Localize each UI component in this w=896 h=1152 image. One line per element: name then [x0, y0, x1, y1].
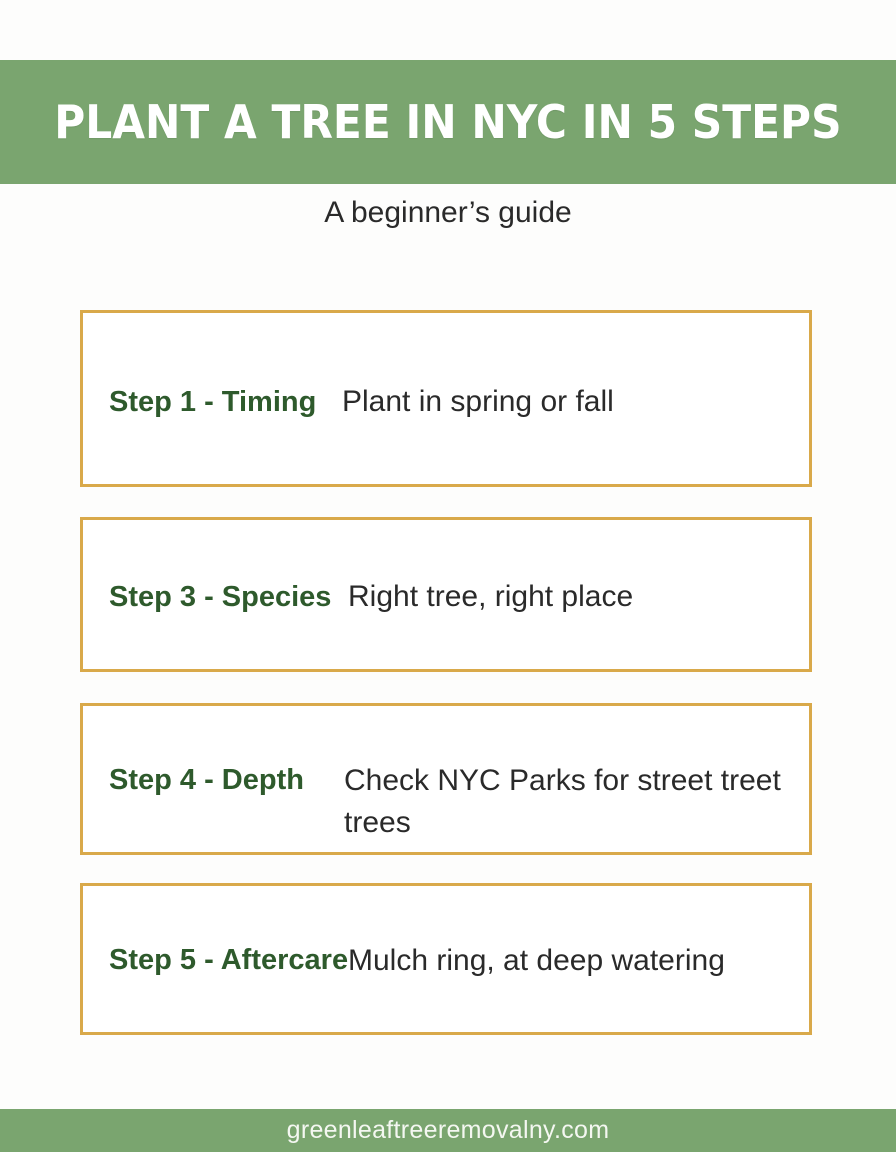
footer-website-link[interactable]: greenleaftreeremovalny.com	[286, 1116, 610, 1144]
subtitle: A beginner’s guide	[324, 196, 572, 229]
footer-banner	[0, 1109, 896, 1152]
step-card-depth	[80, 703, 812, 855]
step-label: Step 4 - Depth	[109, 764, 304, 796]
step-label: Step 3 - Species	[109, 581, 332, 613]
step-label: Step 1 - Timing	[109, 386, 317, 418]
step-card-timing	[80, 310, 812, 487]
title-banner	[0, 60, 896, 184]
page-title: PLANT A TREE IN NYC IN 5 STEPS	[54, 95, 842, 149]
step-card-aftercare	[80, 883, 812, 1035]
step-description: Check NYC Parks for street treet trees	[344, 764, 781, 839]
step-description: Plant in spring or fall	[342, 385, 614, 418]
step-description: Mulch ring, at deep watering	[348, 944, 725, 977]
step-description: Right tree, right place	[348, 580, 634, 613]
step-label: Step 5 - Aftercare	[109, 944, 349, 976]
step-card-species	[80, 517, 812, 672]
